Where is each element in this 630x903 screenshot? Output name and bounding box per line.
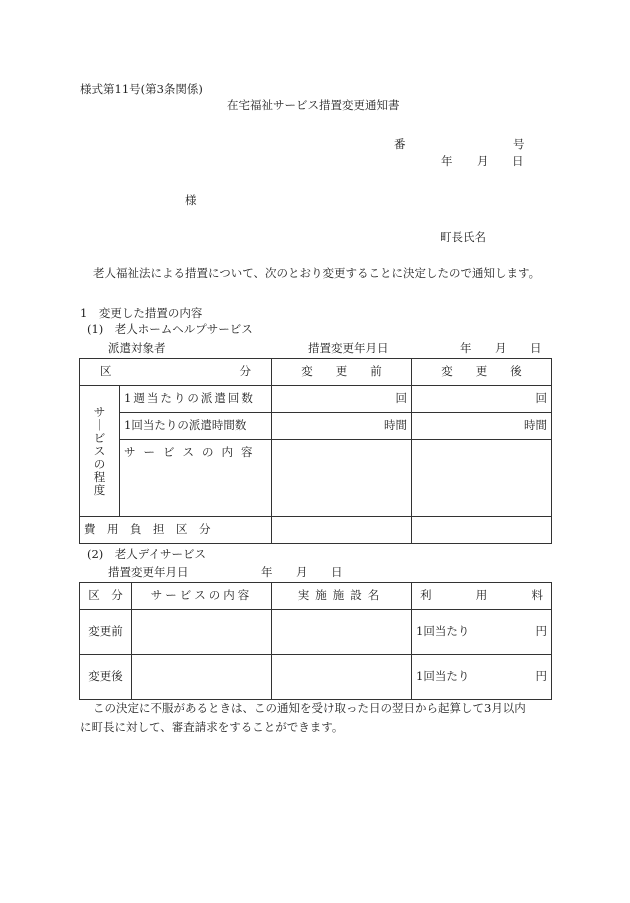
table-header-row <box>80 583 552 610</box>
table-row <box>80 610 552 655</box>
change-date-day-1: 日 <box>530 341 542 355</box>
number-label-go: 号 <box>513 137 525 151</box>
date-month-label: 月 <box>477 154 489 168</box>
change-date-label-1: 措置変更年月日 <box>308 341 389 355</box>
subsection-1-heading: (1) 老人ホームヘルプサービス <box>87 322 253 336</box>
date-day-label: 日 <box>512 154 524 168</box>
table-row <box>80 386 552 413</box>
row-label-hours: 1回当たりの派遣時間数 <box>120 413 272 440</box>
visits-after-cell[interactable]: 回 <box>412 386 552 413</box>
header-after: 変 更 後 <box>412 359 552 386</box>
mayor-name-label: 町長氏名 <box>440 230 486 244</box>
cost-before-cell[interactable] <box>272 517 412 544</box>
date-year-label: 年 <box>441 154 453 168</box>
fee-before-cell[interactable]: 1回当たり 円 <box>412 610 552 655</box>
content-after-input[interactable] <box>132 655 272 700</box>
fee-after-cell[interactable]: 1回当たり 円 <box>412 655 552 700</box>
row-label-visits: 1週当たりの派遣回数 <box>120 386 272 413</box>
change-date-month-2: 月 <box>296 565 308 579</box>
header-fee: 利 用 料 <box>412 583 552 610</box>
content-after-cell[interactable] <box>412 440 552 517</box>
table-row <box>80 413 552 440</box>
table-row <box>80 517 552 544</box>
header-before: 変 更 前 <box>272 359 412 386</box>
change-date-year-1: 年 <box>460 341 472 355</box>
document-title: 在宅福祉サービス措置変更通知書 <box>227 98 400 112</box>
intro-text: 老人福祉法による措置について、次のとおり変更することに決定したので通知します。 <box>93 266 541 280</box>
row-label-after: 変更後 <box>80 655 132 700</box>
change-date-month-1: 月 <box>495 341 507 355</box>
header-kubun: 区 分 <box>80 359 272 386</box>
appeal-notice-line1: この決定に不服があるときは、この通知を受け取った日の翌日から起算して3月以内 <box>93 701 526 715</box>
change-date-day-2: 日 <box>331 565 343 579</box>
target-person-label: 派遣対象者 <box>108 341 166 355</box>
hours-before-cell[interactable]: 時間 <box>272 413 412 440</box>
visits-before-cell[interactable]: 回 <box>272 386 412 413</box>
facility-after-input[interactable] <box>272 655 412 700</box>
number-label-ban: 番 <box>394 137 406 151</box>
content-before-cell[interactable] <box>272 440 412 517</box>
table-row <box>80 655 552 700</box>
day-service-table <box>79 582 552 700</box>
table-row <box>80 440 552 517</box>
content-before-input[interactable] <box>132 610 272 655</box>
appeal-notice-line2: に町長に対して、審査請求をすることができます。 <box>80 720 344 734</box>
change-date-year-2: 年 <box>261 565 273 579</box>
table-header-row <box>80 359 552 386</box>
row-label-before: 変更前 <box>80 610 132 655</box>
header-facility: 実施施設名 <box>272 583 412 610</box>
row-label-content: サービスの内容 <box>120 440 272 517</box>
home-help-table <box>79 358 552 544</box>
change-date-label-2: 措置変更年月日 <box>108 565 189 579</box>
cost-after-cell[interactable] <box>412 517 552 544</box>
form-number: 様式第11号(第3条関係) <box>80 82 203 96</box>
header-service-content: サービスの内容 <box>132 583 272 610</box>
hours-after-cell[interactable]: 時間 <box>412 413 552 440</box>
service-level-side-label: サ ｜ ビ ス の 程 度 <box>80 386 120 517</box>
subsection-2-heading: (2) 老人デイサービス <box>87 547 206 561</box>
facility-before-input[interactable] <box>272 610 412 655</box>
header-kubun-2: 区 分 <box>80 583 132 610</box>
section-heading: 1 変更した措置の内容 <box>80 306 203 320</box>
recipient-honorific: 様 <box>185 193 197 207</box>
cost-share-label: 費 用 負 担 区 分 <box>80 517 272 544</box>
